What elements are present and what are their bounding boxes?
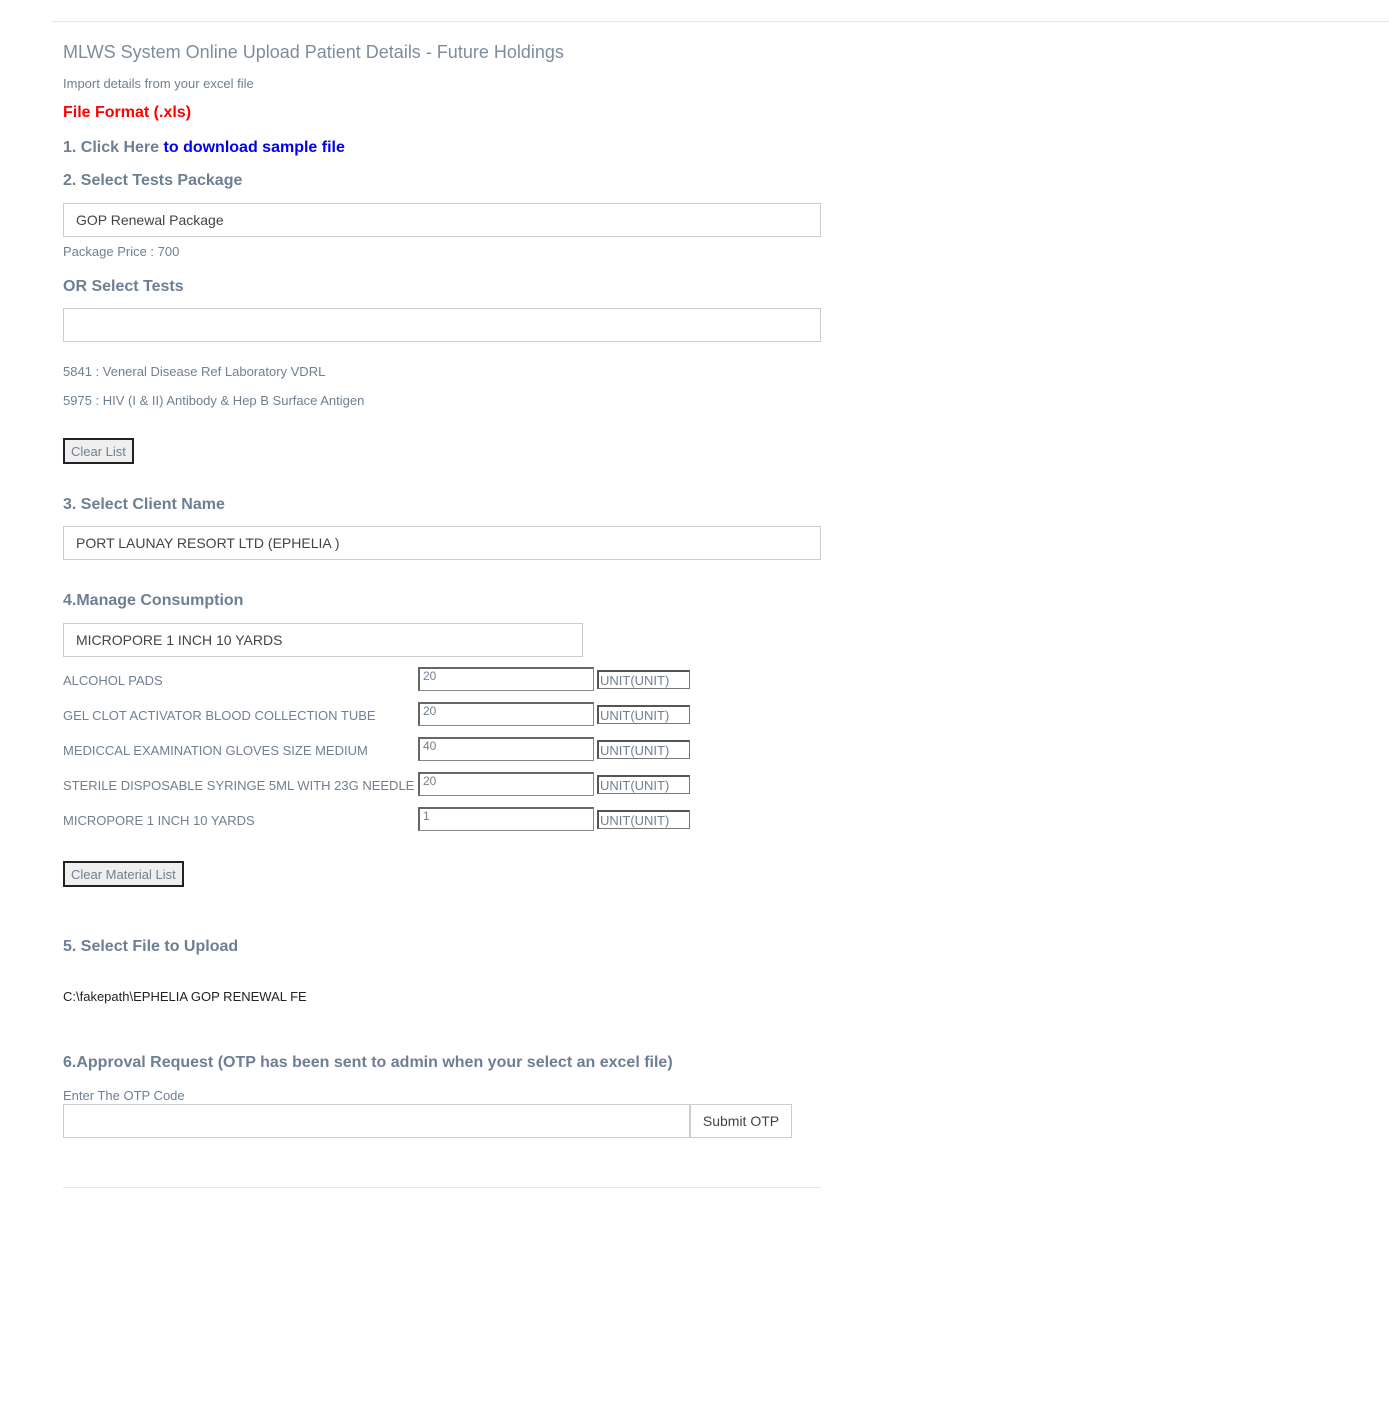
material-qty-input[interactable]: 20 — [418, 772, 594, 796]
material-unit-field: UNIT(UNIT) — [597, 810, 690, 829]
material-qty-input[interactable]: 1 — [418, 807, 594, 831]
material-qty-input[interactable]: 20 — [418, 667, 594, 691]
step2-heading: 2. Select Tests Package — [63, 172, 243, 189]
package-select[interactable]: GOP Renewal Package — [63, 203, 821, 237]
selected-test-item: 5841 : Veneral Disease Ref Laboratory VDRL — [63, 364, 326, 379]
selected-test-item: 5975 : HIV (I & II) Antibody & Hep B Surface Antigen — [63, 393, 365, 408]
material-unit-field: UNIT(UNIT) — [597, 705, 690, 724]
material-unit-field: UNIT(UNIT) — [597, 775, 690, 794]
file-format-note: File Format (.xls) — [63, 104, 192, 121]
material-name: MICROPORE 1 INCH 10 YARDS — [63, 813, 255, 828]
step4-heading: 4.Manage Consumption — [63, 592, 244, 609]
material-name: STERILE DISPOSABLE SYRINGE 5ML WITH 23G NEEDLE — [63, 778, 415, 793]
submit-otp-button[interactable]: Submit OTP — [690, 1104, 792, 1138]
material-name: MEDICCAL EXAMINATION GLOVES SIZE MEDIUM — [63, 743, 368, 758]
material-name: GEL CLOT ACTIVATOR BLOOD COLLECTION TUBE — [63, 708, 376, 723]
page-title: MLWS System Online Upload Patient Details - Future Holdings — [63, 42, 564, 62]
step6-heading: 6.Approval Request (OTP has been sent to admin when your select an excel file) — [63, 1054, 673, 1071]
material-unit-field: UNIT(UNIT) — [597, 670, 690, 689]
download-sample-link[interactable]: to download sample file — [163, 139, 345, 156]
step3-heading: 3. Select Client Name — [63, 496, 225, 513]
otp-label: Enter The OTP Code — [63, 1088, 185, 1103]
client-select[interactable]: PORT LAUNAY RESORT LTD (EPHELIA ) — [63, 526, 821, 560]
material-qty-input[interactable]: 40 — [418, 737, 594, 761]
step1-heading — [63, 139, 345, 157]
material-select[interactable]: MICROPORE 1 INCH 10 YARDS — [63, 623, 583, 657]
otp-input[interactable] — [63, 1104, 690, 1138]
material-name: ALCOHOL PADS — [63, 673, 163, 688]
file-upload-input[interactable]: C:\fakepath\EPHELIA GOP RENEWAL FE — [63, 989, 307, 1004]
clear-list-button[interactable]: Clear List — [63, 438, 134, 464]
top-divider — [52, 21, 1389, 22]
bottom-divider — [63, 1187, 821, 1188]
clear-material-list-button[interactable]: Clear Material List — [63, 861, 184, 887]
step1-prefix: 1. Click Here — [63, 139, 160, 156]
step5-heading: 5. Select File to Upload — [63, 938, 239, 955]
material-qty-input[interactable]: 20 — [418, 702, 594, 726]
tests-select[interactable] — [63, 308, 821, 342]
material-unit-field: UNIT(UNIT) — [597, 740, 690, 759]
page-subtitle: Import details from your excel file — [63, 76, 254, 91]
or-select-tests-heading: OR Select Tests — [63, 278, 184, 295]
package-price: Package Price : 700 — [63, 244, 180, 259]
